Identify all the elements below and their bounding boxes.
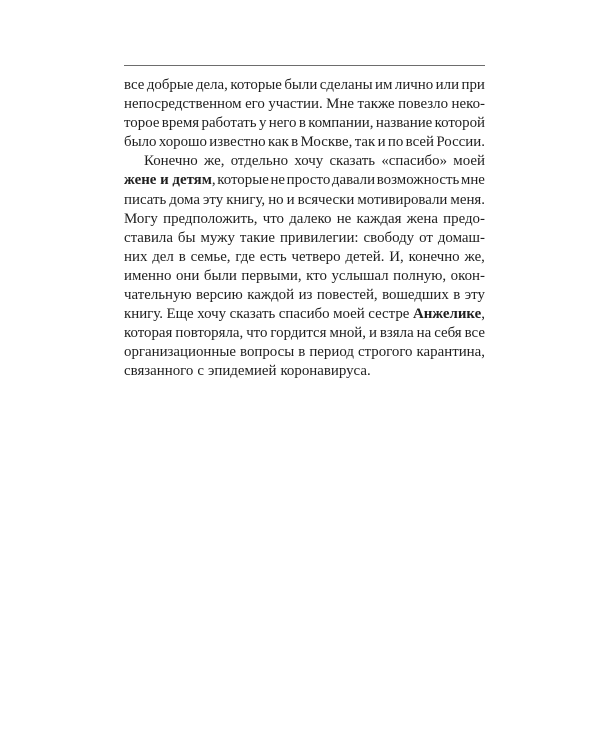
body-text (124, 76, 485, 382)
word: повезло (398, 96, 449, 113)
word: которой (434, 115, 485, 132)
word: полную, (393, 267, 447, 284)
word-group (124, 171, 216, 190)
word: в (453, 287, 461, 304)
word: Москве, (300, 134, 353, 151)
word: торое (124, 115, 160, 132)
word: все (464, 325, 485, 342)
word: дома (169, 191, 200, 208)
word: писать (124, 191, 167, 208)
text-line (124, 324, 485, 343)
word: лично (394, 77, 434, 93)
word: известно (209, 134, 266, 151)
word: вошедших (382, 287, 449, 304)
word: мужу (200, 229, 235, 246)
word: есть (259, 248, 287, 265)
word: моей (453, 153, 485, 170)
text-line (124, 362, 485, 381)
word: каждая (356, 210, 402, 227)
word: всячески (297, 191, 355, 208)
text-line (124, 95, 485, 114)
word: с (197, 363, 204, 380)
text-line (124, 191, 485, 210)
word: предположить, (163, 210, 258, 227)
word: эту (203, 191, 224, 208)
text-line (124, 286, 485, 305)
text-line (124, 76, 485, 95)
word: книгу, (226, 191, 266, 208)
word: домаш- (437, 229, 485, 246)
word: привилегии: (279, 229, 359, 246)
word: которые (230, 77, 282, 93)
text-line (124, 229, 485, 248)
word: первыми, (241, 267, 302, 284)
word: гордится (270, 325, 327, 342)
text-line (124, 152, 485, 171)
word: или (435, 77, 460, 93)
word: дел (152, 248, 174, 265)
word: которая (124, 325, 173, 342)
word: дела, (195, 77, 228, 93)
word: в (291, 134, 299, 151)
word: не (270, 172, 286, 189)
word: все (124, 77, 145, 93)
word: сестре (368, 306, 410, 323)
punctuation: , (481, 306, 485, 323)
word: связанного (124, 363, 194, 380)
word: эпидемией (207, 363, 277, 380)
word: от (419, 229, 433, 246)
word: у (258, 115, 267, 132)
word: его (245, 96, 265, 113)
word: хочу (294, 153, 324, 170)
word: мне (460, 172, 485, 189)
text-line (124, 133, 485, 152)
word: же, (464, 248, 485, 265)
word: они (175, 267, 200, 284)
word: в (178, 248, 186, 265)
word: эту (464, 287, 485, 304)
word: на (416, 325, 432, 342)
word: добрые (146, 77, 194, 93)
word: свободу (363, 229, 415, 246)
word: из (298, 287, 313, 304)
emphasis-text: Анжелике (412, 306, 482, 323)
word: семье, (190, 248, 231, 265)
word: далеко (289, 210, 332, 227)
word: четверо (291, 248, 341, 265)
text-line (124, 305, 485, 324)
text-line (124, 343, 485, 362)
word: было (124, 134, 157, 151)
word: в (298, 115, 306, 132)
word: время (161, 115, 200, 132)
text-line (124, 114, 485, 133)
text-line (124, 248, 485, 267)
word: Могу (124, 210, 158, 227)
word: повестей, (316, 287, 378, 304)
word: окон- (450, 267, 485, 284)
word: непосредственном (124, 96, 242, 113)
word: и (368, 325, 377, 342)
word: всей (405, 134, 434, 151)
word: при (461, 77, 485, 93)
word: компании, (308, 115, 374, 132)
word: И, (389, 248, 404, 265)
word: участии. (268, 96, 323, 113)
word: предо- (443, 210, 485, 227)
word: также (357, 96, 395, 113)
word: что (262, 210, 284, 227)
word: него (268, 115, 297, 132)
word: хочу (197, 306, 227, 323)
word: меня. (450, 191, 485, 208)
text-line (124, 210, 485, 229)
word: услышал (331, 267, 389, 284)
punctuation: , (211, 172, 216, 189)
word-group (413, 305, 485, 324)
word: детей. (345, 248, 385, 265)
word: в (298, 344, 306, 361)
word: кто (306, 267, 327, 284)
word: хорошо (158, 134, 207, 151)
word: организационные (124, 344, 236, 361)
word: коронавируса. (280, 363, 371, 380)
word: именно (124, 267, 172, 284)
emphasis-text: жене и детям (124, 172, 212, 189)
word: были (284, 77, 318, 93)
word: Мне (326, 96, 354, 113)
word: себя (434, 325, 462, 342)
word: чательную (124, 287, 192, 304)
word: вопросы (240, 344, 295, 361)
word: «спасибо» (381, 153, 448, 170)
word: повторяла, (175, 325, 244, 342)
word: просто (286, 172, 331, 189)
word: не (336, 210, 352, 227)
word: и (286, 191, 295, 208)
text-line (124, 171, 485, 190)
word: них (124, 248, 148, 265)
word: возможность (376, 172, 460, 189)
word: сказать (329, 153, 376, 170)
word: сказать (229, 306, 276, 323)
word: которые (217, 172, 269, 189)
word: название (375, 115, 433, 132)
word: Конечно (144, 153, 198, 170)
word: бы (177, 229, 196, 246)
word: каждой (247, 287, 295, 304)
word: такие (239, 229, 275, 246)
word: конечно (408, 248, 460, 265)
word: по (387, 134, 404, 151)
text-line (124, 267, 485, 286)
word: им (375, 77, 393, 93)
word: жена (406, 210, 438, 227)
word: работать (201, 115, 257, 132)
word: были (203, 267, 237, 284)
word: версию (196, 287, 243, 304)
word: но (268, 191, 284, 208)
word: давали (331, 172, 376, 189)
word: моей (333, 306, 365, 323)
word: где (235, 248, 255, 265)
word: и (377, 134, 386, 151)
word: ставила (124, 229, 173, 246)
word: как (267, 134, 289, 151)
word: Еще (166, 306, 194, 323)
word: период (309, 344, 354, 361)
word: неко- (451, 96, 485, 113)
word: же, (204, 153, 225, 170)
word: так (354, 134, 376, 151)
word: что (246, 325, 268, 342)
word: спасибо (278, 306, 330, 323)
word: России. (436, 134, 485, 151)
word: карантина, (416, 344, 485, 361)
word: мотивировали (357, 191, 448, 208)
word: отдельно (230, 153, 289, 170)
header-rule (124, 65, 485, 66)
word: мной, (329, 325, 366, 342)
word: книгу. (124, 306, 163, 323)
word: сделаны (319, 77, 373, 93)
word: строгого (357, 344, 413, 361)
word: взяла (379, 325, 414, 342)
